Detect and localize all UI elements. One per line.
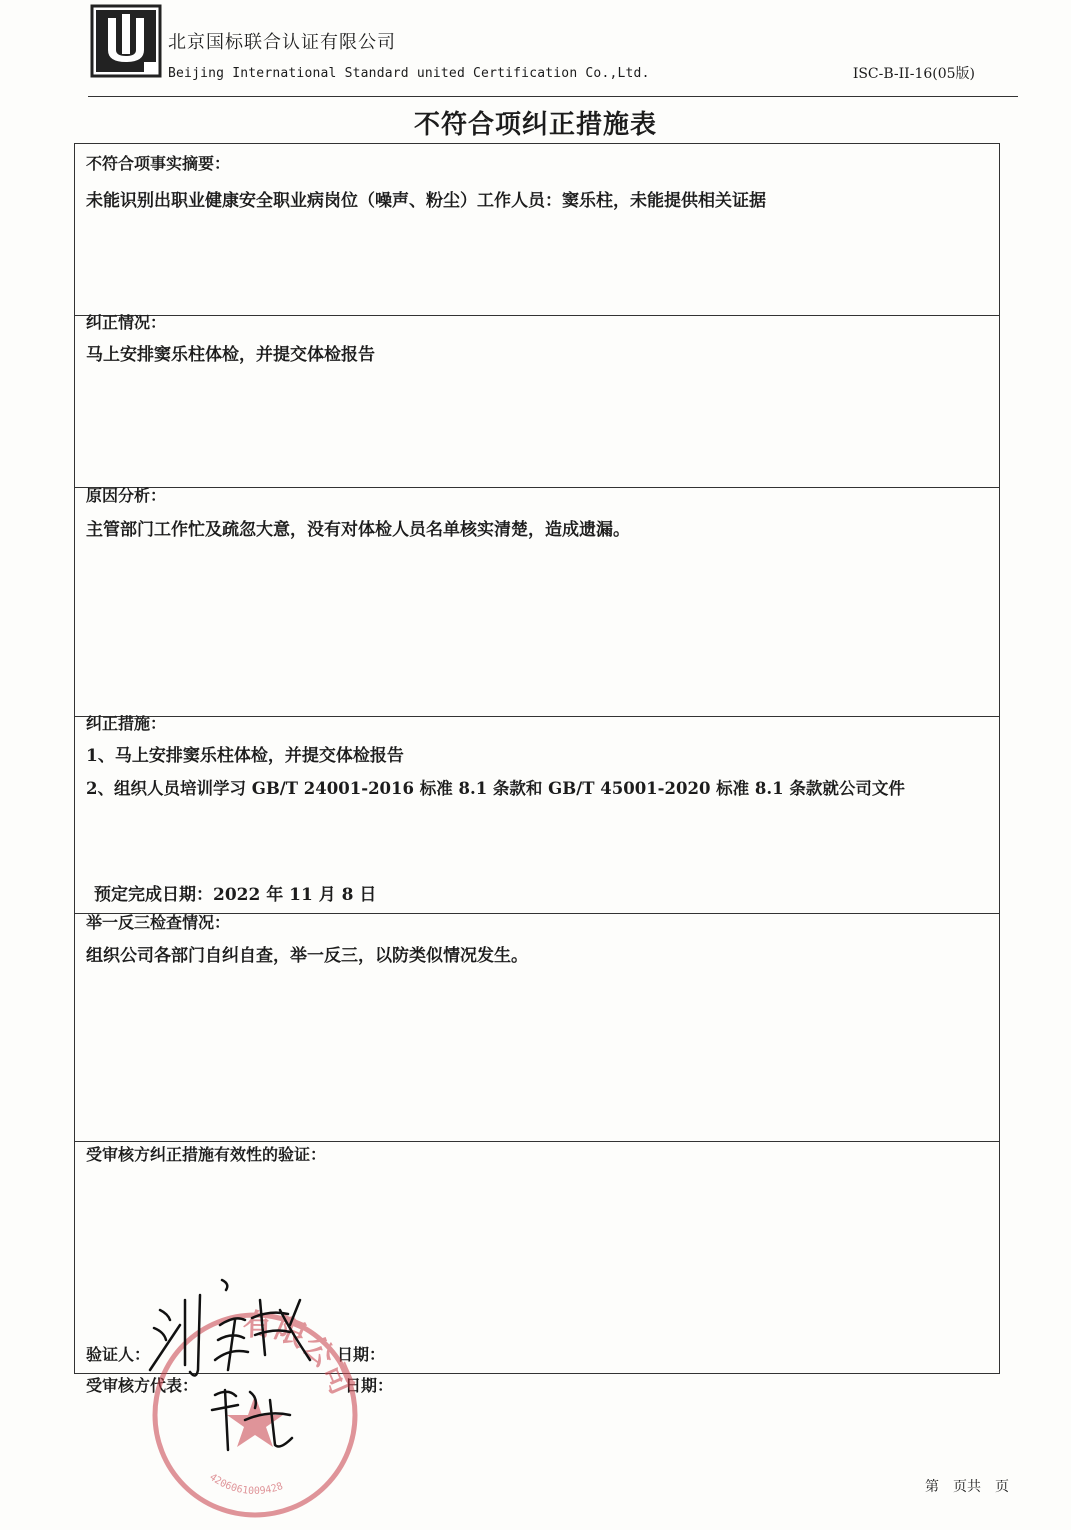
due-date-value: 2022 年 11 月 8 日 bbox=[213, 885, 377, 905]
verifier-label: 验证人： bbox=[86, 1345, 151, 1364]
measures-item-2: 2、组织人员培训学习 GB/T 24001-2016 标准 8.1 条款和 GB/T 45001-2020 标准 8.1 条款就公司文件 bbox=[86, 779, 905, 798]
auditee-rep-label: 受审核方代表： bbox=[86, 1376, 199, 1395]
verification-label: 受审核方纠正措施有效性的验证： bbox=[86, 1145, 327, 1164]
form-code: ISC-B-II-16(05版) bbox=[852, 66, 975, 82]
auditee-date-label: 日期： bbox=[345, 1376, 394, 1395]
verifier-signature bbox=[140, 1270, 330, 1470]
measures-label: 纠正措施： bbox=[86, 714, 167, 733]
due-date-line bbox=[94, 880, 376, 905]
correction-label: 纠正情况： bbox=[86, 313, 167, 332]
company-name-cn: 北京国标联合认证有限公司 bbox=[168, 32, 396, 53]
company-logo bbox=[90, 4, 162, 78]
company-name-en: Beijing International Standard united Certification Co.,Ltd. bbox=[168, 66, 650, 81]
extension-label: 举一反三检查情况： bbox=[86, 913, 231, 932]
facts-text: 未能识别出职业健康安全职业病岗位（噪声、粉尘）工作人员：窦乐柱，未能提供相关证据 bbox=[86, 191, 766, 211]
cause-text: 主管部门工作忙及疏忽大意，没有对体检人员名单核实清楚，造成遗漏。 bbox=[86, 520, 630, 540]
seal-arc-text: 有限公司 bbox=[242, 1307, 360, 1400]
page-number: 第 页共 页 bbox=[925, 1479, 1009, 1495]
svg-text:4206061009428 bbox=[207, 1472, 284, 1497]
row-divider bbox=[75, 716, 999, 717]
cause-label: 原因分析： bbox=[86, 486, 167, 505]
document-title: 不符合项纠正措施表 bbox=[413, 110, 657, 140]
measures-item-1: 1、马上安排窦乐柱体检，并提交体检报告 bbox=[86, 746, 404, 766]
correction-text: 马上安排窦乐柱体检，并提交体检报告 bbox=[86, 345, 375, 365]
due-date-label: 预定完成日期： bbox=[94, 885, 213, 905]
row-divider bbox=[75, 315, 999, 316]
header-divider bbox=[88, 96, 1018, 97]
verification-date-label: 日期： bbox=[337, 1345, 386, 1364]
extension-text: 组织公司各部门自纠自查，举一反三，以防类似情况发生。 bbox=[86, 946, 528, 966]
facts-label: 不符合项事实摘要： bbox=[86, 154, 231, 173]
seal-number: 4206061009428 bbox=[207, 1471, 285, 1498]
row-divider bbox=[75, 487, 999, 488]
